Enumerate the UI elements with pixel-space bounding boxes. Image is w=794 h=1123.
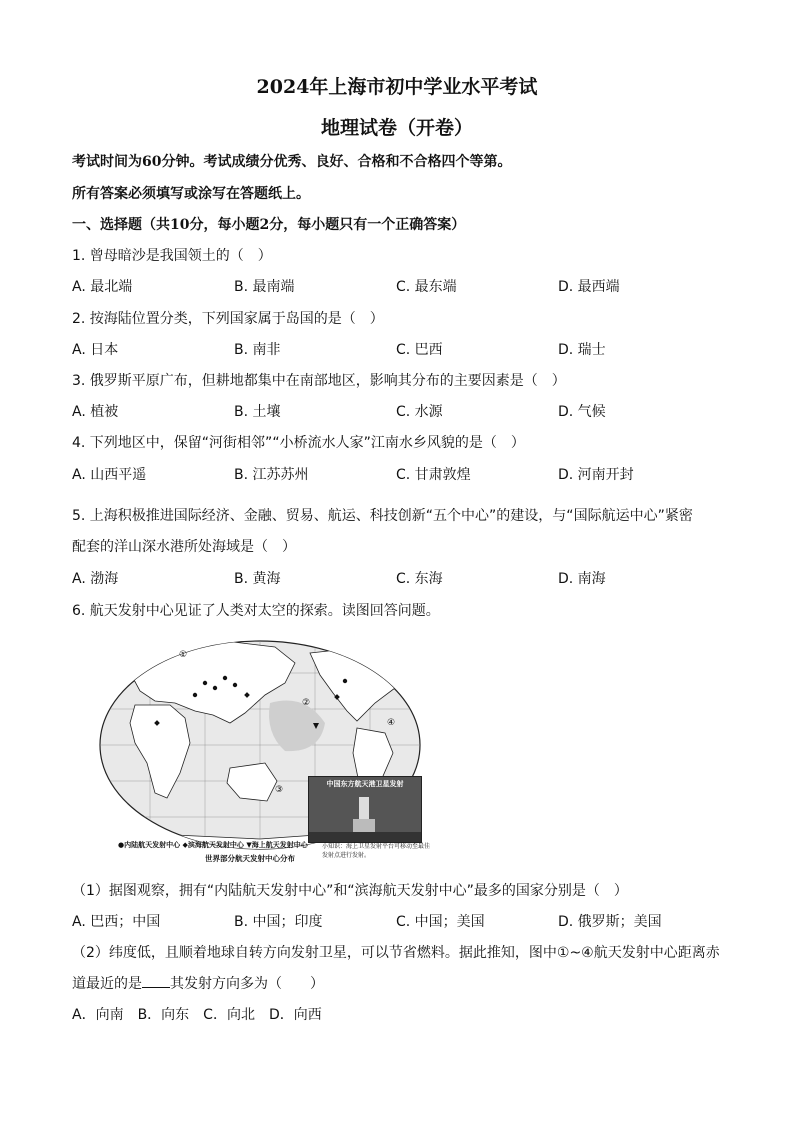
option: B. 土壤: [234, 404, 281, 420]
question-5-stem-line1: 5. 上海积极推进国际经济、金融、贸易、航运、科技创新“五个中心”的建设，与“国际航运中心”紧密: [72, 508, 693, 524]
question-3-stem: 3. 俄罗斯平原广布，但耕地都集中在南部地区，影响其分布的主要因素是（ ）: [72, 373, 566, 389]
option: D. 俄罗斯；美国: [558, 914, 662, 930]
option: D. 瑞士: [558, 342, 606, 358]
option: C. 东海: [396, 571, 443, 587]
subquestion-1-stem: （1）据图观察，拥有“内陆航天发射中心”和“滨海航天发射中心”最多的国家分别是（ ）: [72, 883, 628, 899]
question-2-stem: 2. 按海陆位置分类，下列国家属于岛国的是（ ）: [72, 311, 384, 327]
subquestion-2-text-a: 道最近的是: [72, 976, 142, 992]
marker-3: ③: [275, 785, 284, 795]
exam-title: 2024年上海市初中学业水平考试: [256, 76, 538, 98]
option: A. 最北端: [72, 279, 133, 295]
subquestion-1-options: [72, 911, 732, 931]
question-1-stem: 1. 曾母暗沙是我国领土的（ ）: [72, 248, 272, 264]
question-5-stem-line2: 配套的洋山深水港所处海域是（ ）: [72, 539, 296, 555]
question-1-options: [72, 276, 732, 296]
subquestion-2-line2: [72, 973, 324, 993]
question-4-stem: 4. 下列地区中，保留“河街相邻”“小桥流水人家”江南水乡风貌的是（ ）: [72, 435, 525, 451]
map-legend: ●内陆航天发射中心 ◆滨海航天发射中心 ▼海上航天发射中心: [118, 841, 308, 849]
launch-photo: [308, 776, 422, 843]
rocket-image: [309, 777, 421, 842]
option: B. 最南端: [234, 279, 295, 295]
option: C. 水源: [396, 404, 443, 420]
option: C. 中国；美国: [396, 914, 485, 930]
subquestion-2-options: A．向南 B．向东 C．向北 D．向西: [72, 1007, 322, 1023]
option: D. 河南开封: [558, 467, 634, 483]
option: B. 江苏苏州: [234, 467, 309, 483]
photo-title: 中国东方航天港卫星发射: [326, 780, 404, 788]
option: B. 黄海: [234, 571, 281, 587]
option: A. 日本: [72, 342, 119, 358]
option: D. 南海: [558, 571, 606, 587]
option: B. 中国；印度: [234, 914, 323, 930]
question-2-options: [72, 339, 732, 359]
marker-2: ②: [302, 698, 311, 708]
question-4-options: [72, 464, 732, 484]
option: C. 最东端: [396, 279, 457, 295]
option: A. 山西平遥: [72, 467, 147, 483]
option: A. 植被: [72, 404, 119, 420]
exam-note-time: 考试时间为60分钟。考试成绩分优秀、良好、合格和不合格四个等第。: [72, 154, 512, 170]
option: A. 渤海: [72, 571, 119, 587]
exam-subtitle: 地理试卷（开卷）: [320, 117, 473, 139]
section-heading: 一、选择题（共10分，每小题2分，每小题只有一个正确答案）: [72, 217, 466, 233]
option: B. 南非: [234, 342, 281, 358]
option: C. 甘肃敦煌: [396, 467, 471, 483]
question-5-options: [72, 568, 732, 588]
map-caption: 世界部分航天发射中心分布: [205, 854, 295, 863]
option: D. 气候: [558, 404, 606, 420]
question-3-options: [72, 401, 732, 421]
answer-blank[interactable]: [142, 975, 170, 988]
option: C. 巴西: [396, 342, 443, 358]
subquestion-2-text-b: 其发射方向多为（ ）: [170, 976, 324, 992]
exam-note-answers: 所有答案必须填写或涂写在答题纸上。: [72, 186, 310, 202]
question-6-stem: 6. 航天发射中心见证了人类对太空的探索。读图回答问题。: [72, 603, 440, 619]
marker-4: ④: [387, 718, 396, 728]
subquestion-2-line1: （2）纬度低，且顺着地球自转方向发射卫星，可以节省燃料。据此推知，图中①~④航天发射中心距离赤: [72, 945, 720, 961]
option: A. 巴西；中国: [72, 914, 161, 930]
photo-caption: 小知识：海上卫星发射平台可移动至最佳发射点进行发射。: [322, 843, 431, 859]
marker-1: ①: [179, 650, 188, 660]
option: D. 最西端: [558, 279, 620, 295]
